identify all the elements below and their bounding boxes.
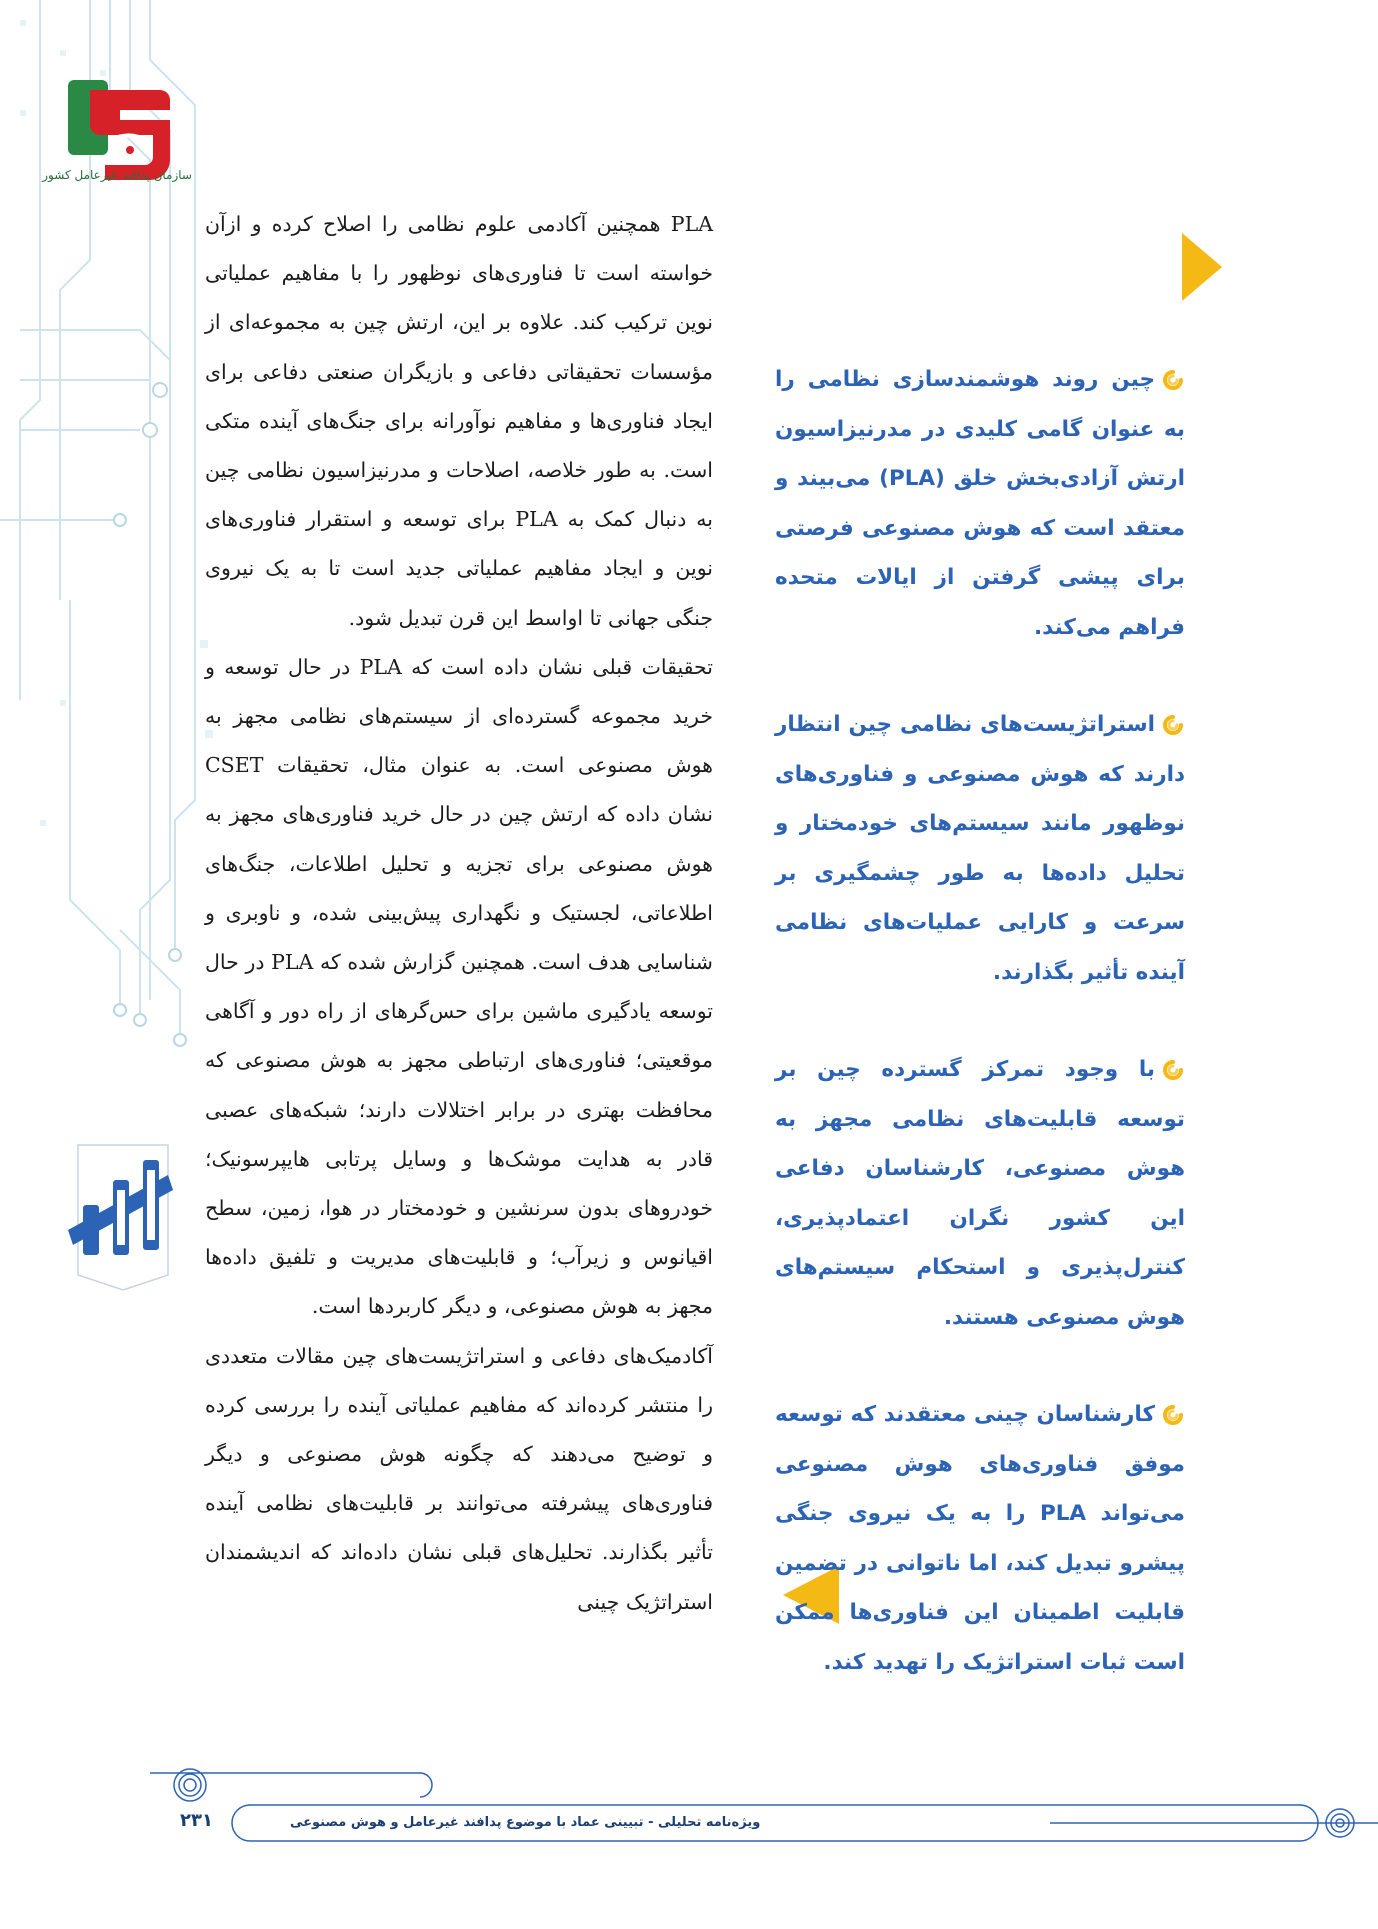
highlight-item — [775, 1390, 1185, 1687]
bullet-spiral-icon — [1161, 368, 1185, 392]
triangle-marker-icon — [1182, 233, 1222, 301]
body-paragraph: آکادمیک‌های دفاعی و استراتژیست‌های چین مقالات متعددی را منتشر کرده‌اند که مفاهیم عملیاتی آینده را بررسی کرده و توضیح می‌دهند که چگونه هوش مصنوعی و دیگر فناوری‌های پیشرفته می‌توانند بر قابلیت‌های نظامی آینده تأثیر بگذارند. تحلیل‌های قبلی نشان داده‌اند که اندیشمندان استراتژیک چینی — [205, 1343, 713, 1614]
emad-logo — [58, 1135, 188, 1295]
highlights-column — [775, 355, 1185, 1735]
body-paragraph: تحقیقات قبلی نشان داده است که PLA در حال توسعه و خرید مجموعه گسترده‌ای از سیستم‌های نظامی مجهز به هوش مصنوعی است. به عنوان مثال، تحقیقات CSET نشان داده که ارتش چین در حال خرید فناوری‌های مجهز به هوش مصنوعی برای تجزیه و تحلیل اطلاعات، جنگ‌های اطلاعاتی، لجستیک و نگهداری پیش‌بینی شده، و ناوبری و شناسایی هدف است. همچنین گزارش شده که PLA در حال توسعه یادگیری ماشین برای حس‌گرهای از راه دور و آگاهی موقعیتی؛ فناوری‌های ارتباطی مجهز به هوش مصنوعی که محافظت بهتری در برابر اختلالات دارند؛ شبکه‌های عصبی قادر به هدایت موشک‌ها و وسایل پرتابی هایپرسونیک؛ خودروهای بدون سرنشین و خودمختار در هوا، زمین، سطح اقیانوس و زیرآب؛ و قابلیت‌های مدیریت و تلفیق داده‌ها مجهز به هوش مصنوعی، و دیگر کاربردها است. — [205, 654, 713, 1319]
body-paragraph: PLA همچنین آکادمی علوم نظامی را اصلاح کرده و ازآن خواسته است تا فناوری‌های نوظهور را با مفاهیم عملیاتی نوین ترکیب کند. علاوه بر این، ارتش چین به مجموعه‌ای از مؤسسات تحقیقاتی دفاعی و بازیگران صنعتی دفاعی برای ایجاد فناوری‌ها و مفاهیم نوآورانه برای جنگ‌های آینده متکی است. به طور خلاصه، اصلاحات و مدرنیزاسیون نظامی چین به دنبال کمک به PLA برای توسعه و استقرار فناوری‌های نوین و ایجاد مفاهیم عملیاتی جدید است تا به یک نیروی جنگی جهانی تا اواسط این قرن تبدیل شود. — [205, 212, 714, 630]
highlight-item — [775, 355, 1185, 652]
highlight-item — [775, 700, 1185, 997]
bullet-spiral-icon — [1161, 1058, 1185, 1082]
bullet-spiral-icon — [1161, 713, 1185, 737]
highlight-text: چین روند هوشمندسازی نظامی را به عنوان گامی کلیدی در مدرنیزاسیون ارتش آزادی‌بخش خلق (PLA) می‌بیند و معتقد است که هوش مصنوعی فرصتی برای پیشی گرفتن از ایالات متحده فراهم می‌کند. — [775, 367, 1185, 640]
page-number: ۲۳۱ — [180, 1810, 213, 1831]
main-body-text — [205, 200, 713, 1627]
highlight-item — [775, 1045, 1185, 1342]
footer-title: ویژه‌نامه تحلیلی - تبیینی عماد با موضوع پدافند غیرعامل و هوش مصنوعی — [290, 1815, 761, 1830]
highlight-text: با وجود تمرکز گسترده چین بر توسعه قابلیت‌های نظامی مجهز به هوش مصنوعی، کارشناسان دفاعی این کشور نگران اعتمادپذیری، کنترل‌پذیری و استحکام سیستم‌های هوش مصنوعی هستند. — [775, 1057, 1185, 1330]
organization-logo-caption: سازمان پدافند غیرعامل کشور — [42, 168, 192, 182]
highlight-text: استراتژیست‌های نظامی چین انتظار دارند که هوش مصنوعی و فناوری‌های نوظهور مانند سیستم‌های خودمختار و تحلیل داده‌ها به طور چشمگیری بر سرعت و کارایی عملیات‌های نظامی آینده تأثیر بگذارند. — [775, 712, 1185, 985]
footer-decoration — [0, 1765, 1378, 1845]
bullet-spiral-icon — [1161, 1403, 1185, 1427]
highlight-text: کارشناسان چینی معتقدند که توسعه موفق فناوری‌های هوش مصنوعی می‌تواند PLA را به یک نیروی جنگی پیشرو تبدیل کند، اما ناتوانی در تضمین قابلیت اطمینان این فناوری‌ها ممکن است ثبات استراتژیک را تهدید کند. — [775, 1402, 1185, 1675]
